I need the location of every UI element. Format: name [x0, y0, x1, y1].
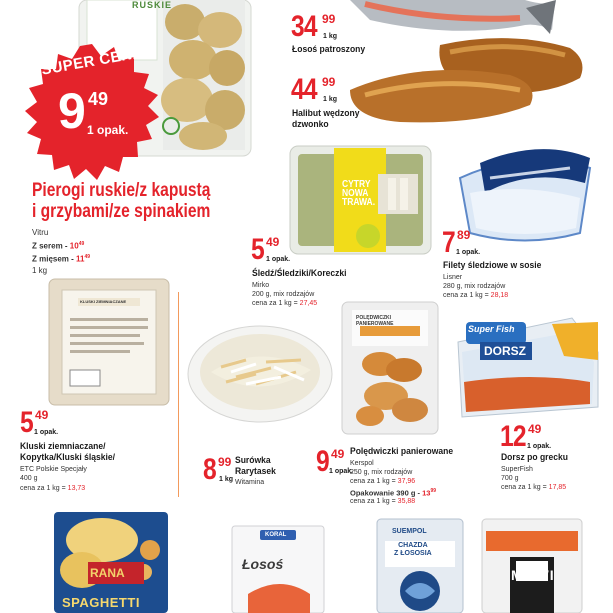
pierogi-variant1-label: Z serem - — [32, 241, 70, 251]
fillets-unit-price-value: 28,18 — [490, 292, 509, 299]
dorsz-price-int: 12 — [500, 420, 526, 453]
cutlets-pack-price — [350, 487, 436, 498]
pierogi-title-line1: Pierogi ruskie/z kapustą — [32, 180, 211, 201]
fillets-image — [450, 138, 600, 248]
salad-name — [235, 455, 276, 477]
dorsz-brand: SuperFish — [501, 466, 533, 473]
dumplings-name-line2: Kopytka/Kluski śląskie/ — [20, 452, 116, 463]
halibut-price-unit: 1 kg — [323, 96, 338, 103]
dumplings-name — [20, 441, 115, 463]
dorsz-package-brand: Super Fish — [468, 324, 515, 334]
salmon-price-int: 34 — [291, 10, 317, 43]
herring-package-text1: CYTRY — [342, 179, 371, 190]
fillets-price-unit: 1 opak. — [456, 249, 481, 256]
dumplings-price-dec: 49 — [35, 408, 49, 422]
fillets-weight: 280 g, mix rodzajów — [443, 283, 506, 290]
pierogi-variant1-price: 10 — [69, 241, 79, 251]
salmon-price-unit: 1 kg — [323, 33, 338, 40]
pierogi-variant1 — [32, 240, 84, 251]
halibut-image — [340, 30, 590, 130]
cutlets-pack-label: Opakowanie 390 g - — [350, 488, 423, 498]
pierogi-brand: Vitru — [32, 228, 49, 237]
pierogi-variant2-dec: 49 — [84, 254, 91, 260]
cutlets-name: Polędwiczki panierowane — [350, 446, 454, 457]
super-cena-label: SUPER CENA — [40, 44, 145, 79]
salad-name-line2: Rarytasek — [235, 466, 276, 477]
dumplings-name-line1: Kluski ziemniaczane/ — [20, 441, 106, 452]
herring-package-text — [342, 180, 375, 207]
koral-brand: KORAL — [265, 532, 287, 538]
cutlets-brand: Kerspol — [350, 460, 374, 467]
cutlets-weight: 250 g, mix rodzajów — [350, 469, 413, 476]
cutlets-pack-unit-price — [350, 497, 415, 506]
dorsz-name: Dorsz po grecku — [501, 452, 568, 463]
pierogi-weight: 1 kg — [32, 266, 48, 275]
pierogi-variant2-label: Z mięsem - — [32, 254, 77, 264]
salad-name-line1: Surówka — [235, 455, 271, 466]
koral-product: Łosoś — [242, 556, 284, 572]
fillets-price-dec: 89 — [457, 228, 471, 242]
halibut-price — [291, 73, 338, 106]
cutlets-price — [316, 445, 354, 478]
dorsz-price-dec: 49 — [528, 422, 542, 436]
dumplings-weight: 400 g — [20, 475, 38, 482]
dumplings-unit-price-value: 13,73 — [67, 485, 86, 492]
dorsz-unit-price-label: cena za 1 kg = — [501, 484, 549, 491]
herring-brand: Mirko — [252, 282, 270, 289]
mowi-image — [480, 517, 584, 613]
salmon-price-dec: 99 — [322, 12, 336, 26]
salad-brand: Witamina — [235, 479, 265, 486]
halibut-name-line1: Halibut wędzony — [292, 108, 360, 119]
dumplings-package-label: KLUSKI ZIEMNIACZANE — [80, 299, 127, 304]
fillets-brand: Lisner — [443, 274, 463, 281]
dorsz-unit-price-value: 17,85 — [548, 484, 567, 491]
rana-product: SPAGHETTI — [62, 595, 140, 610]
column-divider — [178, 292, 179, 497]
halibut-price-dec: 99 — [322, 75, 336, 89]
dumplings-price-int: 5 — [20, 406, 33, 439]
fillets-price-int: 7 — [442, 226, 455, 259]
halibut-name — [292, 108, 359, 130]
suempol-product-line2: Z ŁOSOSIA — [394, 550, 432, 557]
fillets-name: Filety śledziowe w sosie — [443, 260, 542, 271]
cutlets-unit-price-label: cena za 1 kg = — [350, 478, 398, 485]
herring-package-text3: TRAWA. — [342, 197, 376, 208]
herring-package-text2: NOWA — [342, 188, 369, 199]
herring-price-dec: 49 — [266, 235, 280, 249]
cutlets-package-label1: POLĘDWICZKI — [356, 315, 391, 321]
super-cena-price-int: 9 — [58, 83, 86, 139]
halibut-price-int: 44 — [291, 73, 317, 106]
pierogi-variant2 — [32, 253, 90, 264]
herring-price-int: 5 — [251, 233, 264, 266]
salad-price-int: 8 — [203, 453, 216, 486]
halibut-name-line2: dzwonko — [292, 119, 329, 130]
herring-weight: 200 g, mix rodzajów — [252, 291, 315, 298]
salad-price — [203, 453, 234, 486]
pierogi-variant1-dec: 49 — [78, 241, 85, 247]
super-cena-unit: 1 opak. — [87, 123, 129, 137]
cutlets-price-dec: 49 — [331, 447, 345, 461]
salmon-name: Łosoś patroszony — [292, 44, 366, 55]
herring-unit-price-label: cena za 1 kg = — [252, 300, 300, 307]
herring-name: Śledź/Śledziki/Koreczki — [252, 268, 347, 279]
cutlets-pack-unit-label: cena za 1 kg = — [350, 498, 398, 505]
rana-brand: RANA — [90, 566, 125, 580]
suempol-product-line1: CHAZDA — [398, 542, 428, 549]
dumplings-unit-price — [20, 484, 85, 493]
dumplings-brand: ETC Polskie Specjały — [20, 466, 87, 473]
cutlets-pack-price-value: 13 — [422, 488, 431, 498]
salmon-price — [291, 10, 338, 43]
herring-price — [251, 233, 291, 266]
super-cena-price — [58, 83, 129, 139]
cutlets-package-label2: PANIEROWANE — [356, 321, 394, 327]
fillets-price — [442, 226, 481, 259]
dorsz-price-unit: 1 opak. — [527, 443, 552, 450]
cutlets-pack-unit-price-value: 35,88 — [397, 498, 416, 505]
dumplings-price — [20, 406, 59, 439]
pierogi-variant2-price: 11 — [76, 254, 85, 264]
herring-unit-price — [252, 299, 317, 308]
dorsz-price — [500, 420, 552, 453]
mowi-brand: MOWI — [511, 567, 555, 583]
cutlets-package-label — [356, 315, 393, 327]
salad-price-unit: 1 kg — [219, 476, 234, 483]
cutlets-price-int: 9 — [316, 445, 329, 478]
pierogi-package-label: RUSKIE — [132, 0, 173, 10]
cutlets-unit-price-value: 37,96 — [397, 478, 416, 485]
dumplings-image — [48, 278, 170, 406]
pierogi-title-line2: i grzybami/ze spinakiem — [32, 201, 211, 222]
herring-unit-price-value: 27,45 — [299, 300, 318, 307]
herring-price-unit: 1 opak. — [266, 256, 291, 263]
dorsz-weight: 700 g — [501, 475, 519, 482]
fillets-unit-price-label: cena za 1 kg = — [443, 292, 491, 299]
dorsz-unit-price — [501, 483, 566, 492]
cutlets-pack-price-dec: 99 — [430, 488, 437, 494]
salad-price-dec: 99 — [218, 455, 232, 469]
dumplings-unit-price-label: cena za 1 kg = — [20, 485, 68, 492]
cutlets-price-unit: 1 opak. — [329, 468, 354, 475]
super-cena-price-dec: 49 — [88, 89, 109, 109]
pierogi-title — [32, 180, 210, 222]
fillets-unit-price — [443, 291, 508, 300]
dorsz-package-label: DORSZ — [484, 344, 526, 358]
cutlets-unit-price — [350, 477, 415, 486]
suempol-brand: SUEMPOL — [392, 528, 427, 535]
salad-image — [186, 322, 334, 424]
suempol-product — [394, 542, 432, 558]
dumplings-price-unit: 1 opak. — [34, 429, 59, 436]
